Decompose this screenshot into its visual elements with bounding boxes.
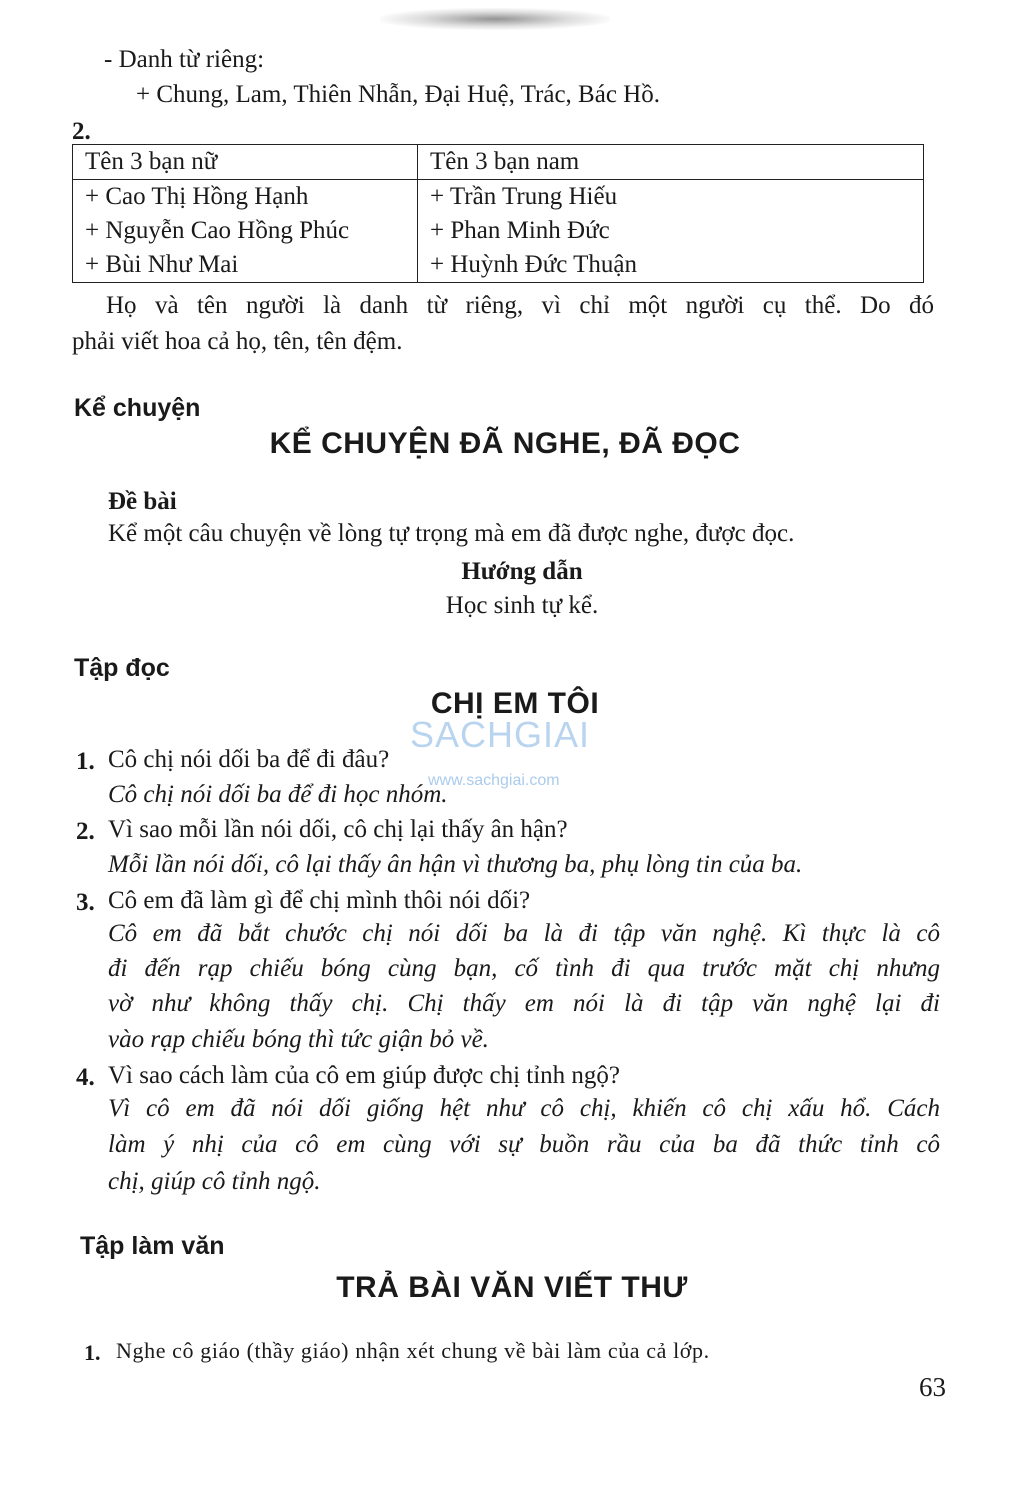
proper-nouns-label: - Danh từ riêng: [104,46,265,73]
names-table [72,144,924,283]
reading-title: CHỊ EM TÔI [430,687,600,720]
answer-line: Mỗi lần nói dối, cô lại thấy ân hận vì thương ba, phụ lòng tin của ba. [108,851,803,878]
answer-line: vào rạp chiếu bóng thì tức giận bỏ về. [108,1026,489,1053]
item-number: 1. [84,1340,101,1365]
header-female: Tên 3 bạn nữ [73,145,418,180]
question-text: Cô chị nói dối ba để đi đâu? [108,746,390,773]
de-bai-text: Kể một câu chuyện về lòng tự trọng mà em đã được nghe, được đọc. [108,520,795,547]
watermark-brand: SACHGIAI [410,714,591,755]
page-number: 63 [919,1372,946,1402]
huong-dan-label: Hướng dẫn [461,558,583,585]
section-tap-lam-van: Tập làm văn [80,1232,225,1260]
explanation-line: phải viết hoa cả họ, tên, tên đệm. [72,328,403,355]
question-number: 2. [76,818,95,845]
female-name: + Bùi Như Mai [85,251,239,278]
scan-shadow [380,8,610,30]
answer-line: Vì cô em đã nói dối giống hệt như cô chị, khiến cô chị xấu hổ. Cách [108,1095,940,1122]
section-ke-chuyen: Kể chuyện [74,394,201,422]
exercise-number-2: 2. [72,118,91,145]
question-text: Vì sao mỗi lần nói dối, cô chị lại thấy ân hận? [108,816,568,843]
question-number: 3. [76,889,95,916]
female-name: + Cao Thị Hồng Hạnh [85,183,309,210]
story-title: KỂ CHUYỆN ĐÃ NGHE, ĐÃ ĐỌC [269,427,741,460]
header-male: Tên 3 bạn nam [418,145,924,180]
table-row [73,180,924,283]
table-header-row [73,145,924,180]
answer-line: đi đến rạp chiếu bóng cùng bạn, cố tình đi qua trước mặt chị nhưng [108,955,940,982]
question-text: Cô em đã làm gì để chị mình thôi nói dối? [108,887,531,914]
explanation-line: Họ và tên người là danh từ riêng, vì chỉ một người cụ thể. Do đó [106,292,934,319]
question-number: 1. [76,748,95,775]
answer-line: Cô em đã bắt chước chị nói dối ba là đi tập văn nghệ. Kì thực là cô [108,920,940,947]
de-bai-label: Đề bài [108,488,177,515]
female-name: + Nguyễn Cao Hồng Phúc [85,217,350,244]
item-text: Nghe cô giáo (thầy giáo) nhận xét chung về bài làm của cả lớp. [116,1338,710,1363]
huong-dan-text: Học sinh tự kể. [445,592,599,619]
proper-nouns-list: + Chung, Lam, Thiên Nhẫn, Đại Huệ, Trác, Bác Hồ. [136,81,660,108]
answer-line: làm ý nhị của cô em cùng với sự buồn rầu của ba đã thức tỉnh cô [108,1131,940,1158]
watermark-url: www.sachgiai.com [428,772,560,789]
female-names-cell [73,180,418,283]
question-number: 4. [76,1064,95,1091]
section-tap-doc: Tập đọc [74,654,170,682]
writing-title: TRẢ BÀI VĂN VIẾT THƯ [336,1271,688,1304]
answer-line: vờ như không thấy chị. Chị thấy em nói là đi tập văn nghệ lại đi [108,990,940,1017]
question-text: Vì sao cách làm của cô em giúp được chị tỉnh ngộ? [108,1062,621,1089]
male-names-cell [418,180,924,283]
male-name: + Trần Trung Hiếu [430,183,618,210]
answer-line: chị, giúp cô tỉnh ngộ. [108,1168,321,1195]
male-name: + Huỳnh Đức Thuận [430,251,638,278]
answer-line: Cô chị nói dối ba để đi học nhóm. [108,781,448,808]
male-name: + Phan Minh Đức [430,217,610,244]
